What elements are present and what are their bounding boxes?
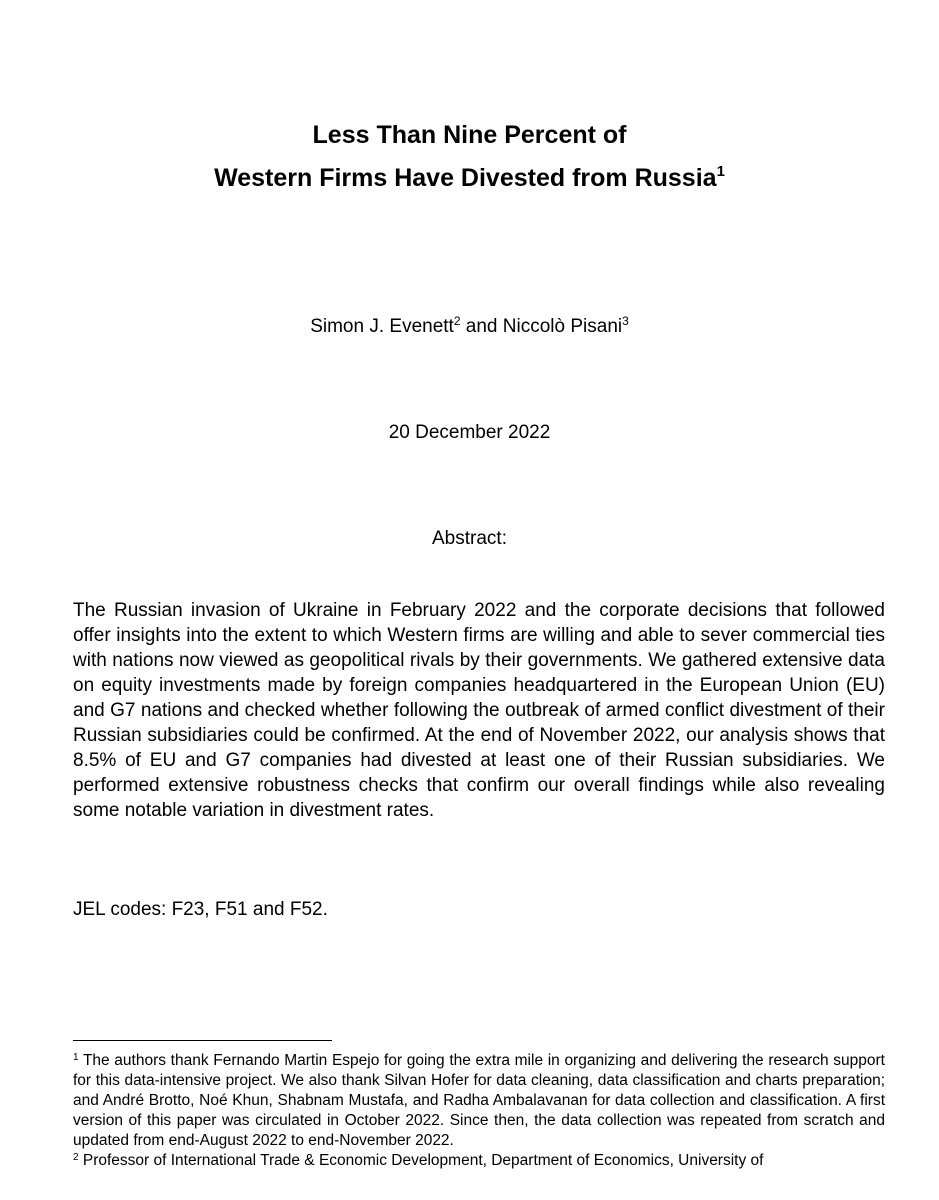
abstract-heading: Abstract: [432,528,507,549]
title-line-2 [0,157,939,200]
title-footnote-mark: 1 [716,163,725,180]
paper-title [0,114,939,200]
title-line-2-text: Western Firms Have Divested from Russia [214,164,717,192]
footnote-2 [73,1151,885,1171]
abstract-body: The Russian invasion of Ukraine in February 2022 and the corporate decisions that followed offer insights into the extent to which Western firms are willing and able to sever commercial ties with nations now viewed as geopolitical rivals by their governments. We gathered extensive data on equity investments made by foreign companies headquartered in the European Union (EU) and G7 nations and checked whether following the outbreak of armed conflict divestment of their Russian subsidiaries could be confirmed. At the end of November 2022, our analysis shows that 8.5% of EU and G7 companies had divested at least one of their Russian subsidiaries. We performed extensive robustness checks that confirm our overall findings while also revealing some notable variation in divestment rates. [73,600,885,821]
author-1: Simon J. Evenett [310,316,454,337]
author-2: Niccolò Pisani [502,316,623,337]
publication-date: 20 December 2022 [388,422,551,443]
author-conjunction: and [460,316,503,337]
footnotes [73,1051,885,1171]
author-2-footnote-mark: 3 [622,314,629,328]
footnote-1 [73,1051,885,1151]
footnote-1-text: The authors thank Fernando Martin Espejo for going the extra mile in organizing and delivering the research support for this data-intensive project. We also thank Silvan Hofer for data cleaning, data classification and charts preparation; and André Brotto, Noé Khun, Shabnam Mustafa, and Radha Ambalavanan for data collection and classification. A first version of this paper was circulated in October 2022. Since then, the data collection was repeated from scratch and updated from end-August 2022 to end-November 2022. [73,1052,885,1149]
author-line [0,314,939,340]
footnote-1-mark: 1 [73,1052,79,1063]
footnote-2-mark: 2 [73,1152,79,1163]
author-1-footnote-mark: 2 [453,314,461,328]
footnote-2-text: Professor of International Trade & Economic Development, Department of Economics, University of [78,1152,764,1169]
title-line-1: Less Than Nine Percent of [312,121,627,149]
jel-codes: JEL codes: F23, F51 and F52. [73,899,328,920]
footnote-separator [73,1040,332,1041]
